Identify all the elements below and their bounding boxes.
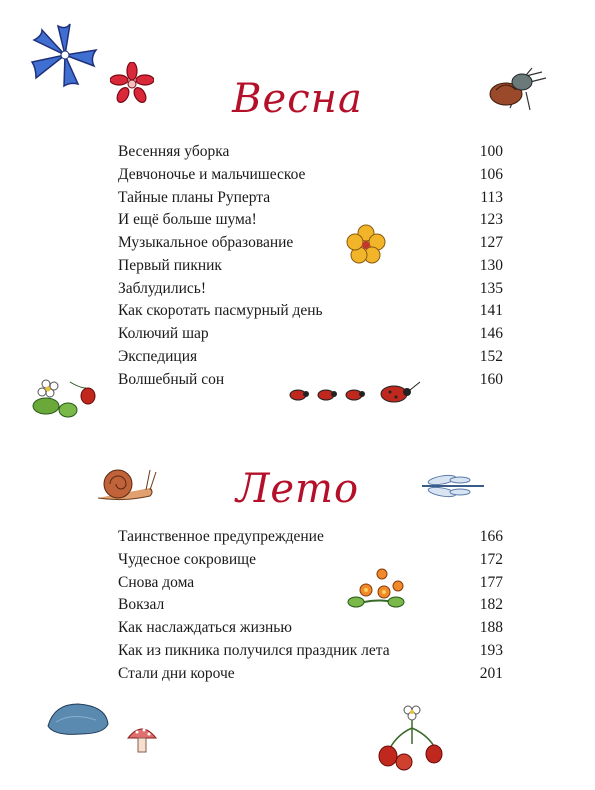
ladybugs-icon (286, 380, 424, 406)
toc-entry-title: Как из пикника получился праздник лета (118, 641, 390, 659)
toc-entry-page: 127 (479, 234, 503, 251)
toc-entry-page: 100 (479, 143, 503, 160)
section-heading-summer: Лето (235, 466, 360, 512)
toc-entry-title: Вокзал (118, 596, 165, 614)
toc-entry-title: Музыкальное образование (118, 234, 294, 251)
toc-entry[interactable] (118, 141, 503, 164)
toc-entry-page: 146 (479, 325, 503, 342)
toc-entry[interactable] (118, 323, 503, 346)
toc-entry[interactable] (118, 663, 503, 686)
toc-entry-page: 152 (479, 347, 503, 365)
blue-flower-icon (30, 22, 100, 88)
toc-entry-page: 160 (479, 370, 503, 388)
toc-entry[interactable] (118, 187, 503, 210)
red-flower-icon (110, 62, 154, 104)
toc-entry-page: 130 (479, 256, 503, 274)
toc-entry-title: Заблудились! (118, 279, 206, 297)
toc-entry-page: 135 (479, 279, 503, 297)
toc-entry[interactable] (118, 640, 503, 663)
toc-entry-page: 193 (479, 641, 503, 659)
toc-entry-page: 106 (479, 165, 503, 183)
toc-entry[interactable] (118, 549, 503, 572)
toc-entry-title: И ещё больше шума! (118, 211, 257, 229)
toc-entry-title: Первый пикник (118, 256, 222, 274)
toc-entry[interactable] (118, 209, 503, 232)
strawberry-flower-icon (30, 374, 100, 420)
toc-entry[interactable] (118, 232, 503, 255)
snail-icon (94, 462, 160, 504)
toc-entry-title: Снова дома (118, 573, 195, 591)
toc-entry-title: Колючий шар (118, 325, 209, 342)
toc-entry-title: Стали дни короче (118, 664, 235, 682)
toc-entry[interactable] (118, 526, 503, 549)
yellow-flower-icon (346, 224, 386, 264)
toc-entry-page: 113 (480, 188, 503, 206)
stone-icon (44, 700, 112, 740)
toc-entry[interactable] (118, 255, 503, 278)
dragonfly-icon (420, 474, 486, 500)
orange-flowers-icon (344, 566, 410, 612)
toc-entry[interactable] (118, 346, 503, 369)
toc-entry[interactable] (118, 617, 503, 640)
toc-entry-page: 177 (479, 573, 503, 591)
toc-entry[interactable] (118, 572, 503, 595)
toc-entry[interactable] (118, 164, 503, 187)
toc-list-spring (118, 141, 503, 391)
toc-entry-page: 141 (479, 302, 503, 320)
toc-entry-title: Экспедиция (118, 347, 198, 365)
toc-entry-title: Как скоротать пасмурный день (118, 302, 323, 320)
toc-entry-page: 166 (479, 528, 503, 545)
toc-entry-title: Девчоночье и мальчишеское (118, 165, 306, 183)
toc-entry-title: Таинственное предупреждение (118, 528, 324, 545)
toc-entry-title: Весенняя уборка (118, 143, 230, 160)
toc-entry-page: 188 (479, 619, 503, 636)
toc-entry-page: 182 (479, 596, 503, 614)
toc-list-summer (118, 526, 503, 685)
beetle-icon (482, 60, 552, 115)
section-heading-spring: Весна (232, 76, 363, 122)
toc-entry-title: Как наслаждаться жизнью (118, 619, 292, 636)
toc-entry[interactable] (118, 300, 503, 323)
toc-entry-page: 201 (479, 664, 503, 682)
toc-entry[interactable] (118, 594, 503, 617)
toc-entry-page: 172 (479, 550, 503, 568)
toc-entry[interactable] (118, 278, 503, 301)
toc-entry-title: Волшебный сон (118, 370, 225, 388)
toc-entry-page: 123 (479, 211, 503, 229)
toc-entry-title: Тайные планы Руперта (118, 188, 271, 206)
toc-entry-title: Чудесное сокровище (118, 550, 256, 568)
strawberry-plant-icon (372, 704, 448, 772)
mushroom-icon (124, 722, 160, 756)
